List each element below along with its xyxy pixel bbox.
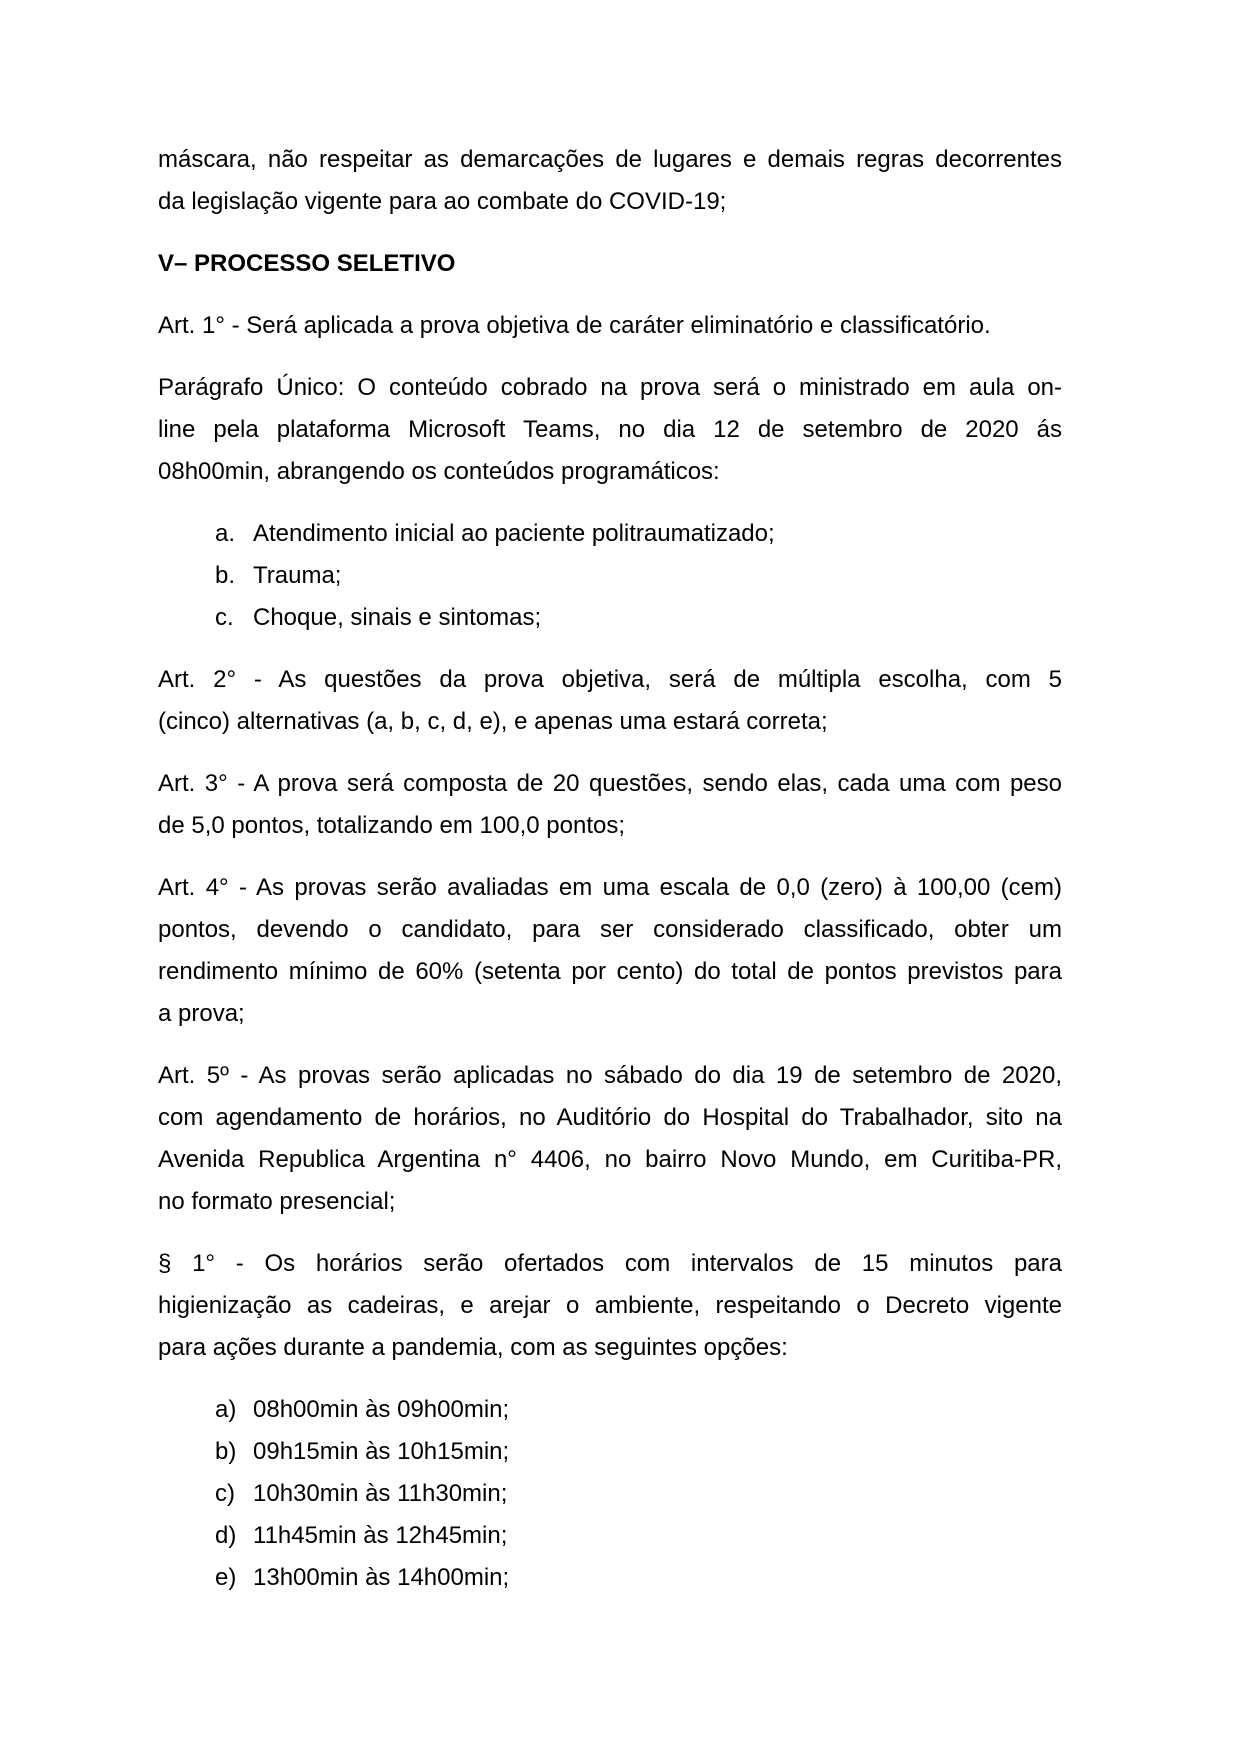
text-line: higienização as cadeiras, e arejar o ambiente, respeitando o Decreto vigente xyxy=(158,1292,1062,1319)
list-item-marker: c. xyxy=(215,604,234,631)
text-line: Art. 4° - As provas serão avaliadas em uma escala de 0,0 (zero) à 100,00 (cem) xyxy=(158,874,1062,901)
text-line: pontos, devendo o candidato, para ser considerado classificado, obter um xyxy=(158,916,1062,943)
list-item-text: 11h45min às 12h45min; xyxy=(253,1522,508,1549)
list-item xyxy=(158,597,1062,639)
list-item-marker: a) xyxy=(215,1396,237,1423)
paragraph-article-2 xyxy=(158,659,1062,743)
text-line: com agendamento de horários, no Auditório do Hospital do Trabalhador, sito na xyxy=(158,1104,1062,1131)
paragraph-article-1 xyxy=(158,305,1062,347)
text-line: da legislação vigente para ao combate do COVID-19; xyxy=(158,188,727,215)
text-line: Art. 1° - Será aplicada a prova objetiva de caráter eliminatório e classificatório. xyxy=(158,312,991,339)
paragraph-article-5 xyxy=(158,1055,1062,1223)
list-item-marker: b. xyxy=(215,562,236,589)
list-item-text: 10h30min às 11h30min; xyxy=(253,1480,508,1507)
list-item-marker: a. xyxy=(215,520,236,547)
list-item-text: Atendimento inicial ao paciente politraumatizado; xyxy=(253,520,775,547)
list-item-marker: e) xyxy=(215,1564,237,1591)
list-item-text: 08h00min às 09h00min; xyxy=(253,1396,510,1423)
text-line: line pela plataforma Microsoft Teams, no dia 12 de setembro de 2020 ás xyxy=(158,416,1062,443)
list-item xyxy=(158,1515,1062,1557)
list-item xyxy=(158,555,1062,597)
text-line: (cinco) alternativas (a, b, c, d, e), e apenas uma estará correta; xyxy=(158,708,828,735)
paragraph-paragrafo-unico xyxy=(158,367,1062,493)
text-line: Parágrafo Único: O conteúdo cobrado na prova será o ministrado em aula on- xyxy=(158,374,1062,401)
text-line: a prova; xyxy=(158,1000,245,1027)
text-line: Avenida Republica Argentina n° 4406, no bairro Novo Mundo, em Curitiba-PR, xyxy=(158,1146,1062,1173)
text-line: 08h00min, abrangendo os conteúdos programáticos: xyxy=(158,458,720,485)
paragraph-article-3 xyxy=(158,763,1062,847)
list-item-text: 09h15min às 10h15min; xyxy=(253,1438,510,1465)
list-item xyxy=(158,1473,1062,1515)
text-line: máscara, não respeitar as demarcações de lugares e demais regras decorrentes xyxy=(158,146,1062,173)
text-line: rendimento mínimo de 60% (setenta por cento) do total de pontos previstos para xyxy=(158,958,1062,985)
text-line: Art. 3° - A prova será composta de 20 questões, sendo elas, cada uma com peso xyxy=(158,770,1062,797)
schedule-list xyxy=(158,1389,1062,1599)
paragraph-covid-rules xyxy=(158,139,1062,223)
list-item-text: 13h00min às 14h00min; xyxy=(253,1564,510,1591)
list-item xyxy=(158,1431,1062,1473)
list-item-marker: c) xyxy=(215,1480,235,1507)
paragraph-article-4 xyxy=(158,867,1062,1035)
list-item xyxy=(158,513,1062,555)
text-line: Art. 2° - As questões da prova objetiva, será de múltipla escolha, com 5 xyxy=(158,666,1062,693)
list-item xyxy=(158,1389,1062,1431)
list-item xyxy=(158,1557,1062,1599)
text-line: § 1° - Os horários serão ofertados com intervalos de 15 minutos para xyxy=(158,1250,1062,1277)
list-item-text: Choque, sinais e sintomas; xyxy=(253,604,542,631)
text-line: no formato presencial; xyxy=(158,1188,396,1215)
list-item-marker: d) xyxy=(215,1522,237,1549)
text-line: para ações durante a pandemia, com as seguintes opções: xyxy=(158,1334,788,1361)
text-line: de 5,0 pontos, totalizando em 100,0 pontos; xyxy=(158,812,626,839)
paragraph-section-1 xyxy=(158,1243,1062,1369)
topics-list xyxy=(158,513,1062,639)
list-item-marker: b) xyxy=(215,1438,237,1465)
list-item-text: Trauma; xyxy=(253,562,342,589)
text-line: Art. 5º - As provas serão aplicadas no sábado do dia 19 de setembro de 2020, xyxy=(158,1062,1062,1089)
section-heading-processo-seletivo: V– PROCESSO SELETIVO xyxy=(158,250,456,277)
